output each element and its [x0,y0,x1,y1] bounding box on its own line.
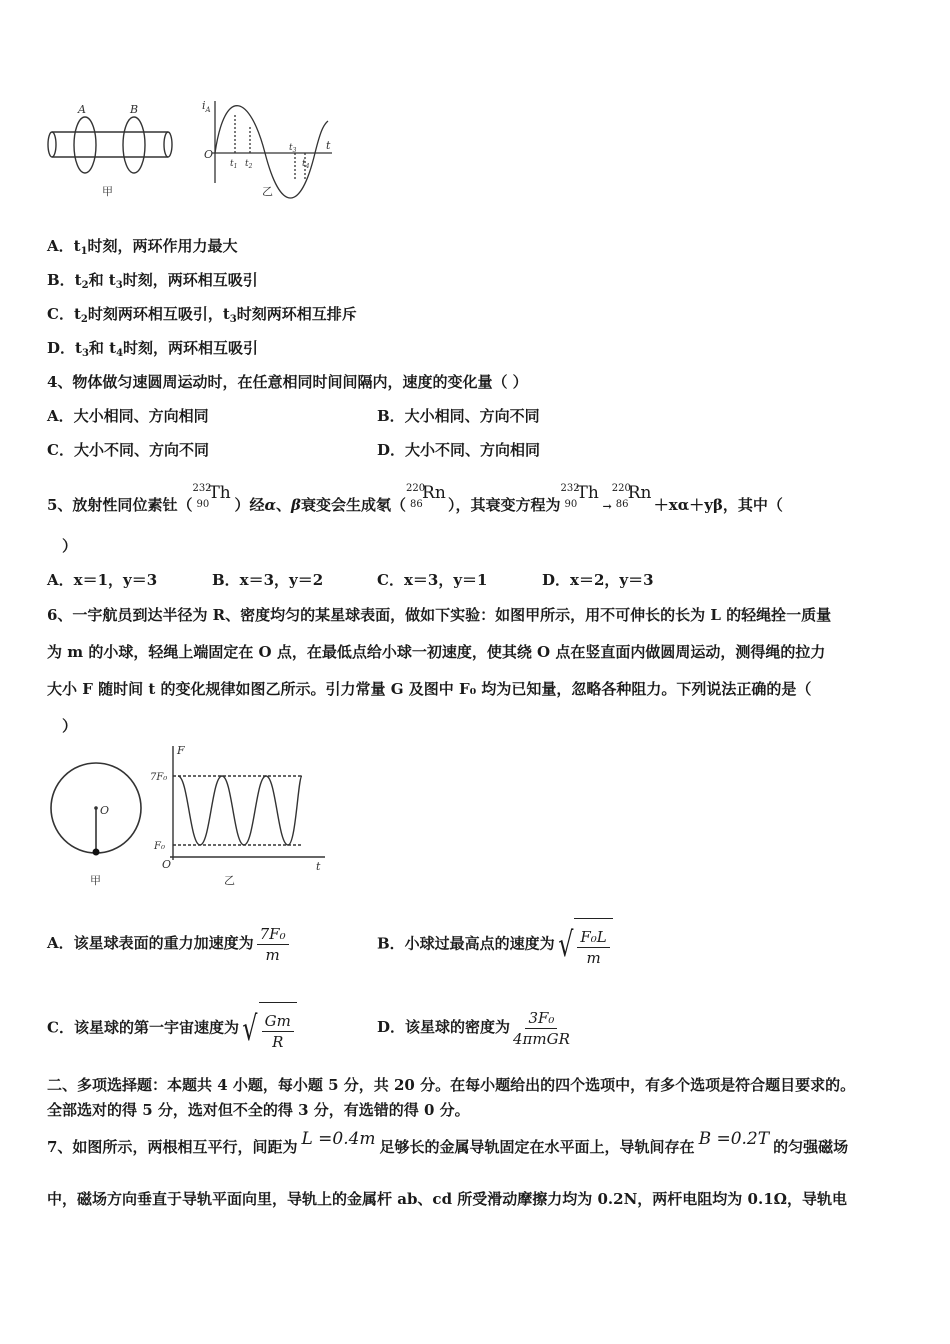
caption-jia-2: 甲 [90,874,101,887]
caption-yi: 乙 [262,185,273,198]
q7-line1: 7、如图所示，两根相互平行，间距为 L =0.4m 足够长的金属导轨固定在水平面上，导轨间存在 B =0.2T 的匀强磁场 [47,1129,849,1156]
tick-7f0: 7F₀ [150,772,168,783]
q3-option-c: C．$t_2$时刻两环相互吸引，$t_3$时刻两环相互排斥 [47,305,357,325]
origin-label: O [204,148,214,161]
q6-option-a: A．该星球表面的重力加速度为 $\frac{\text{7F₀}}{m}$ [47,918,292,968]
q5-option-d: D．x＝2，y＝3 [542,571,654,589]
axis-x-label: t [326,139,331,152]
t4-label: $t_4$ [302,159,310,170]
axis-y-label: $i_A$ [202,99,211,114]
ring-b-label: B [130,103,139,116]
caption-jia: 甲 [102,185,113,198]
q5-option-b: B．x＝3，y＝2 [212,571,324,589]
q6-line2: 为 m 的小球，轻绳上端固定在 O 点，在最低点给小球一初速度，使其绕 O 点在竖直面内做圆周运动，测得绳的拉力 [47,643,826,661]
arrow: → [602,500,612,513]
axis-f-label: F [177,744,185,757]
q6-option-c: C．该星球的第一宇宙速度为 √ $\frac{Gm}{R}$ [47,1002,297,1055]
ring-a-label: A [78,103,86,116]
equation-rn: 220 86 Rn [611,483,652,510]
ring-b [123,117,145,173]
q3-option-d: D．$t_3$和 $t_4$时刻，两环相互吸引 [47,339,259,359]
q4-option-c: C．大小不同、方向不同 [47,441,209,459]
ball [93,849,100,856]
axis-t-label: t [316,860,321,873]
q6-line1: 6、一宇航员到达半径为 R、密度均匀的某星球表面，做如下实验：如图甲所示，用不可伸长的长为 L 的轻绳拴一质量 [47,606,832,624]
q4-stem: 4、物体做匀速圆周运动时，在任意相同时间间隔内，速度的变化量（ ） [47,373,528,391]
t3-label: $t_3$ [289,143,297,154]
q5-stem: 5、放射性同位素钍（ 232 90 Th ）经α、β衰变会生成氡（ 220 86 Rn ），其衰变方程为 232 90 Th → 220 86 Rn ＋xα＋yβ，其中（ [47,483,783,514]
sqrt-c: √ $\frac{Gm}{R}$ [239,1002,297,1055]
q6-option-d: D．该星球的密度为 $\frac{\text{3F₀}}{\text{4πmGR}}$ [377,1008,570,1048]
caption-yi-2: 乙 [224,874,235,887]
pivot-label: O [100,804,110,817]
sqrt-b: √ $\frac{\text{F₀L}}{m}$ [555,918,613,971]
figure-coils-sine [40,95,340,205]
nuclide-rn: 220 86 Rn [406,483,446,510]
t1-label: $t_1$ [230,159,238,170]
q3-option-b: B．$t_2$和 $t_3$时刻，两环相互吸引 [47,271,258,291]
eq-l: L =0.4m [301,1129,376,1149]
t2-label: $t_2$ [245,159,253,170]
nuclide-th: 232 90 Th [192,483,231,510]
q5-option-c: C．x＝3，y＝1 [377,571,488,589]
figure-circle-force [40,742,340,887]
coil-figure [48,117,172,173]
fraction-d: $\frac{\text{3F₀}}{\text{4πmGR}}$ [513,1008,570,1048]
q7-line2: 中，磁场方向垂直于导轨平面向里，导轨上的金属杆 ab、cd 所受滑动摩擦力均为 0.2N，两杆电阻均为 0.1Ω，导轨电 [47,1190,847,1208]
q6-option-b: B．小球过最高点的速度为 √ $\frac{\text{F₀L}}{m}$ [377,918,613,971]
force-graph [170,746,325,860]
ring-a [74,117,96,173]
q6-line3: 大小 F 随时间 t 的变化规律如图乙所示。引力常量 G 及图中 F₀ 均为已知量，忽略各种阻力。下列说法正确的是（ [47,680,812,698]
tick-f0: F₀ [154,841,165,852]
section2-line2: 全部选对的得 5 分，选对但不全的得 3 分，有选错的得 0 分。 [47,1101,470,1119]
section2-line1: 二、多项选择题：本题共 4 小题，每小题 5 分，共 20 分。在每小题给出的四个选项中，有多个选项是符合题目要求的。 [47,1076,856,1094]
q5-option-a: A．x＝1，y＝3 [47,571,158,589]
origin-label-2: O [162,858,172,871]
q4-option-b: B．大小相同、方向不同 [377,407,540,425]
eq-b: B =0.2T [698,1129,770,1149]
q4-option-a: A．大小相同、方向相同 [47,407,209,425]
q6-close: ） [62,717,78,735]
q4-option-d: D．大小不同、方向相同 [377,441,541,459]
sine-graph [212,101,332,198]
q3-option-a: A．$t_1$时刻，两环作用力最大 [47,237,238,257]
equation-th: 232 90 Th [560,483,599,510]
fraction-a: $\frac{\text{7F₀}}{m}$ [257,924,289,965]
q5-close: ） [62,537,78,555]
